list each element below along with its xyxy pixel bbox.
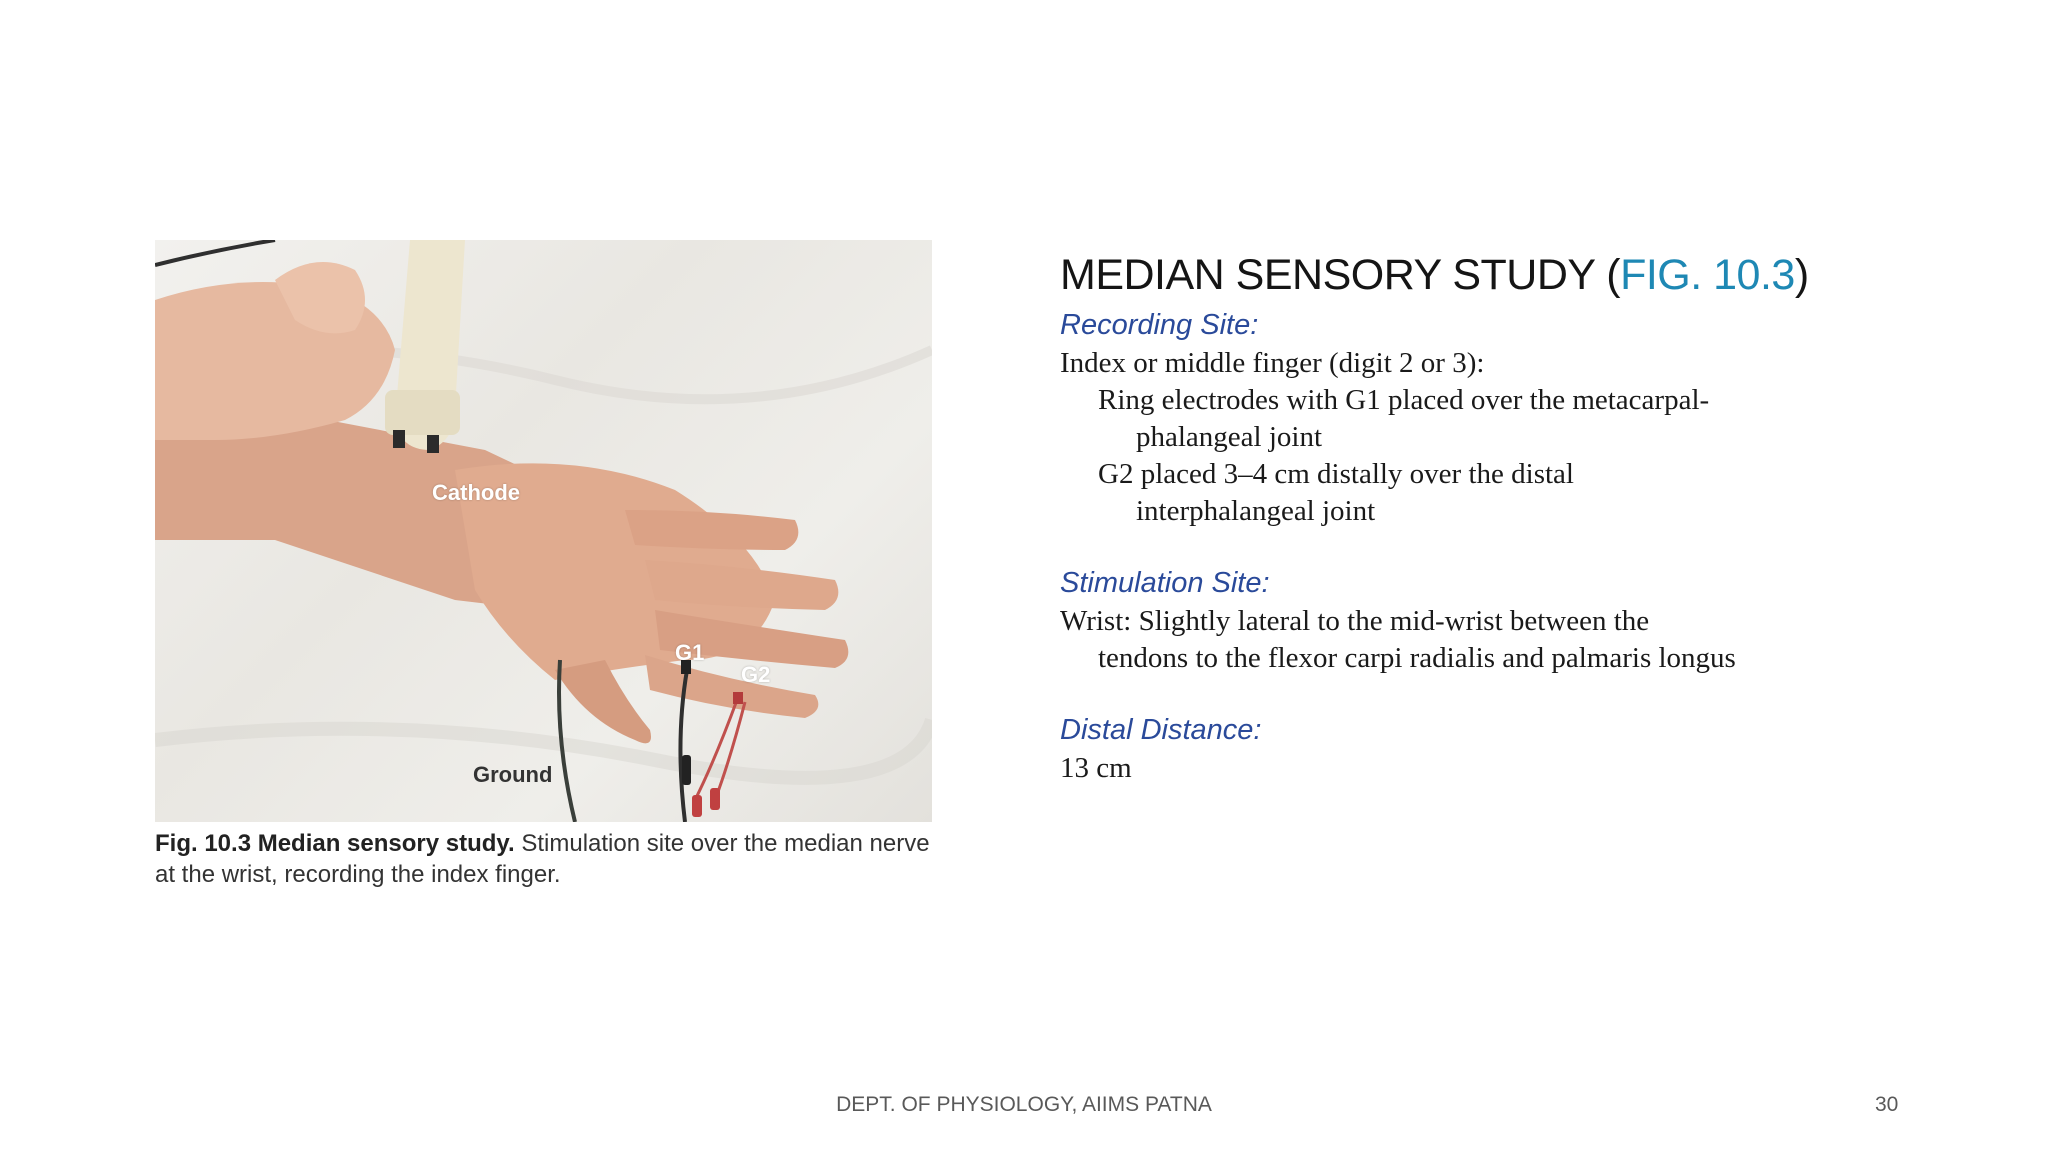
title-main: MEDIAN SENSORY STUDY <box>1060 251 1607 299</box>
stimulation-line-2: tendons to the flexor carpi radialis and palmaris longus <box>1098 642 1736 674</box>
spacer <box>1060 677 1960 710</box>
figure-photo <box>155 240 932 822</box>
recording-line-3: phalangeal joint <box>1136 421 1323 453</box>
recording-line-1: Index or middle finger (digit 2 or 3): <box>1060 347 1485 379</box>
title-paren-open: ( <box>1606 251 1621 299</box>
stimulation-line-1: Wrist: Slightly lateral to the mid-wrist between the <box>1060 605 1650 637</box>
distal-distance-value: 13 cm <box>1060 752 1132 784</box>
recording-line-5: interphalangeal joint <box>1136 495 1376 527</box>
label-ground: Ground <box>473 762 553 787</box>
label-g1: G1 <box>675 640 705 665</box>
label-cathode: Cathode <box>432 480 520 505</box>
recording-site-title: Recording Site: <box>1060 309 1259 341</box>
content-block <box>1060 245 1960 787</box>
stimulation-site-title: Stimulation Site: <box>1060 567 1270 599</box>
spacer <box>1060 530 1960 563</box>
figure-reference: FIG. 10.3 <box>1620 251 1795 299</box>
label-g2: G2 <box>741 662 771 687</box>
title-paren-close: ) <box>1794 251 1809 299</box>
figure-caption <box>155 828 945 890</box>
distal-distance-title: Distal Distance: <box>1060 714 1262 746</box>
caption-text: Stimulation site over the median nerve at the wrist, recording the index finger. <box>155 830 930 888</box>
caption-bold: Fig. 10.3 Median sensory study. <box>155 830 515 857</box>
hand-illustration <box>155 240 932 822</box>
recording-line-4: G2 placed 3–4 cm distally over the distal <box>1098 458 1574 490</box>
footer-text: DEPT. OF PHYSIOLOGY, AIIMS PATNA <box>836 1093 1212 1116</box>
recording-line-2: Ring electrodes with G1 placed over the metacarpal- <box>1098 384 1710 416</box>
slide-title <box>1060 245 1960 305</box>
page-number: 30 <box>1875 1093 1899 1116</box>
